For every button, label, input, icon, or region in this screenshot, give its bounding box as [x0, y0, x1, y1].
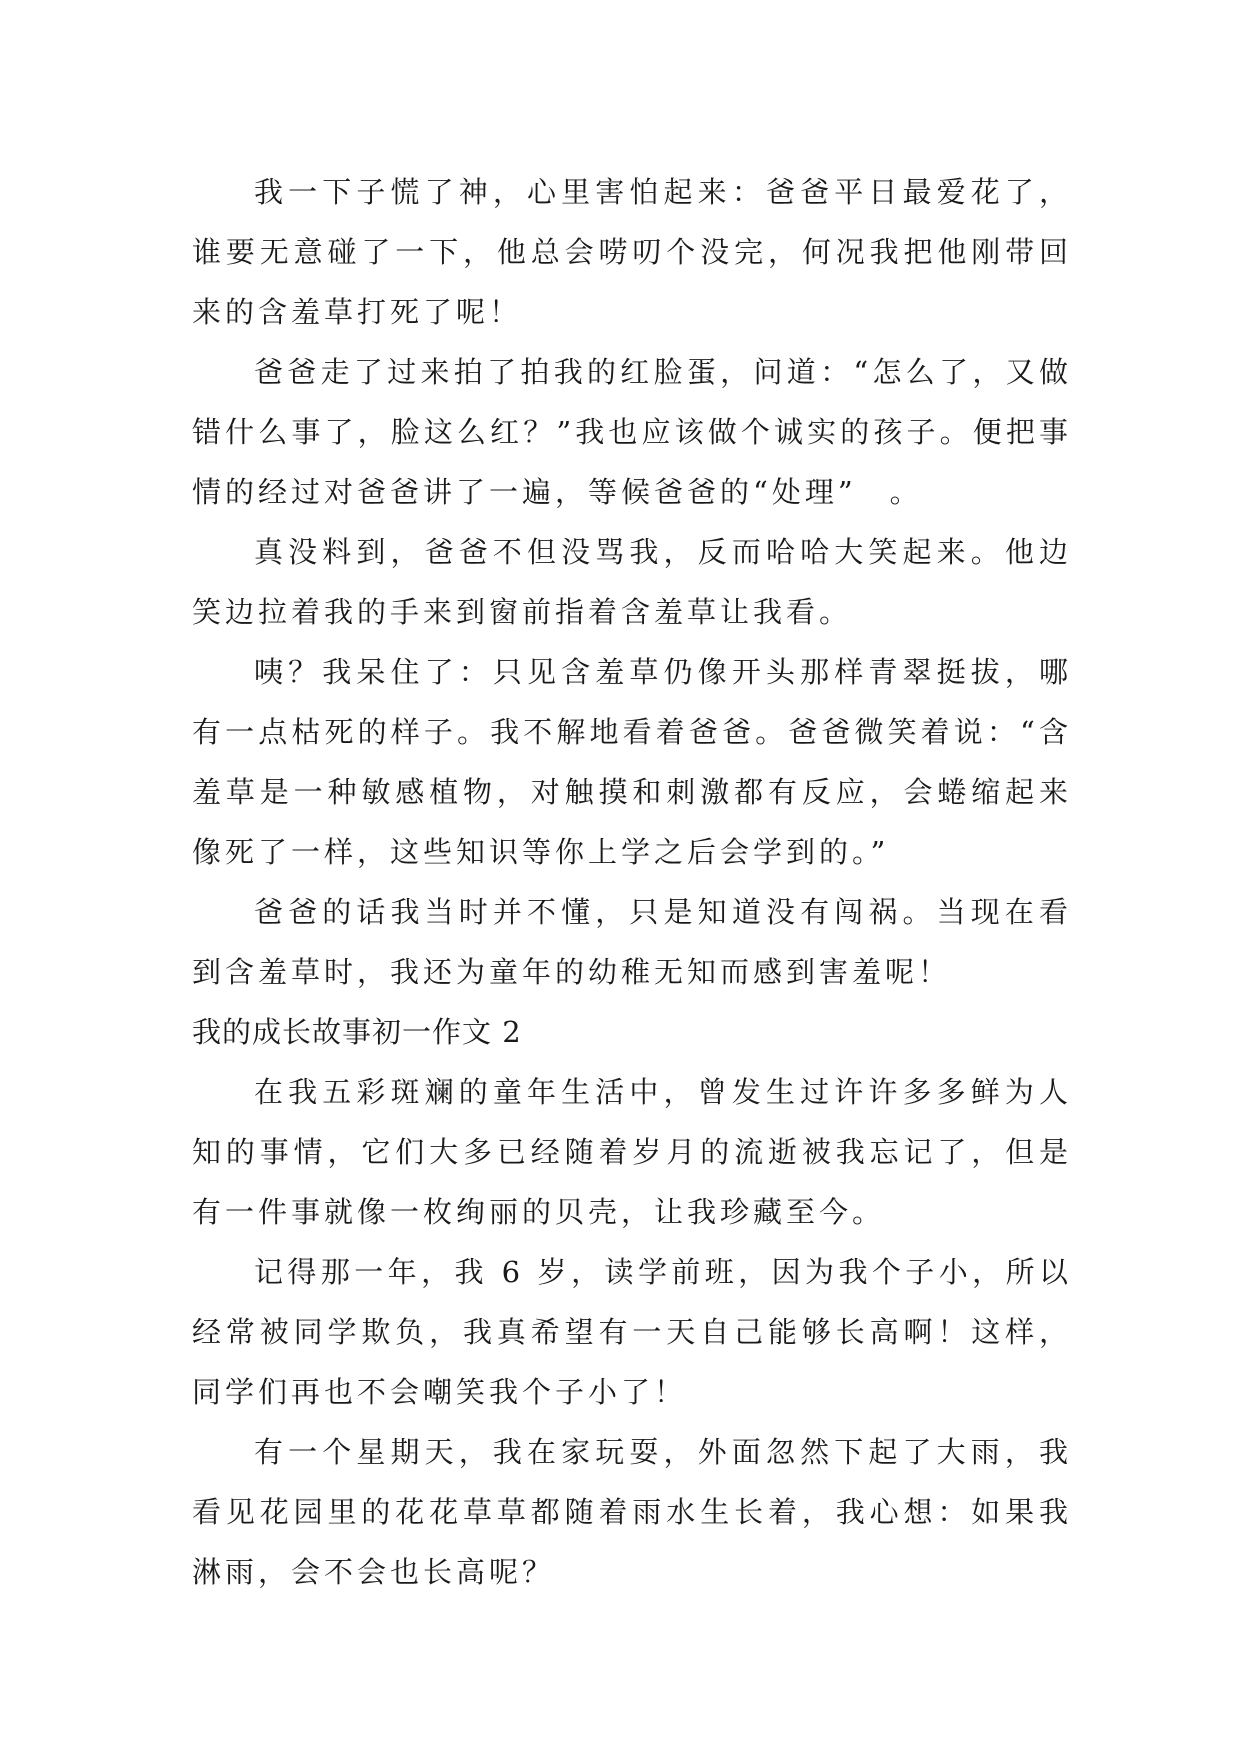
- document-body: [192, 162, 1072, 1602]
- paragraph: 爸爸走了过来拍了拍我的红脸蛋，问道：“怎么了，又做错什么事了，脸这么红？”我也应该做个诚实的孩子。便把事情的经过对爸爸讲了一遍，等候爸爸的“处理” 。: [192, 355, 1072, 509]
- paragraph: 真没料到，爸爸不但没骂我，反而哈哈大笑起来。他边笑边拉着我的手来到窗前指着含羞草让我看。: [192, 535, 1072, 629]
- paragraph: 咦？我呆住了：只见含羞草仍像开头那样青翠挺拔，哪有一点枯死的样子。我不解地看着爸爸。爸爸微笑着说：“含羞草是一种敏感植物，对触摸和刺激都有反应，会蜷缩起来像死了一样，这些知识等你上学之后会学到的。”: [192, 655, 1072, 869]
- paragraph: 有一个星期天，我在家玩耍，外面忽然下起了大雨，我看见花园里的花花草草都随着雨水生长着，我心想：如果我淋雨，会不会也长高呢？: [192, 1435, 1072, 1589]
- section-title: 我的成长故事初一作文 2: [192, 1015, 522, 1049]
- paragraph: 记得那一年，我 6 岁，读学前班，因为我个子小，所以经常被同学欺负，我真希望有一天自己能够长高啊！这样，同学们再也不会嘲笑我个子小了！: [192, 1255, 1072, 1409]
- paragraph: 爸爸的话我当时并不懂，只是知道没有闯祸。当现在看到含羞草时，我还为童年的幼稚无知而感到害羞呢！: [192, 895, 1072, 989]
- paragraph: 我一下子慌了神，心里害怕起来：爸爸平日最爱花了，谁要无意碰了一下，他总会唠叨个没完，何况我把他刚带回来的含羞草打死了呢！: [192, 175, 1072, 329]
- paragraph: 在我五彩斑斓的童年生活中，曾发生过许许多多鲜为人知的事情，它们大多已经随着岁月的流逝被我忘记了，但是有一件事就像一枚绚丽的贝壳，让我珍藏至今。: [192, 1075, 1072, 1229]
